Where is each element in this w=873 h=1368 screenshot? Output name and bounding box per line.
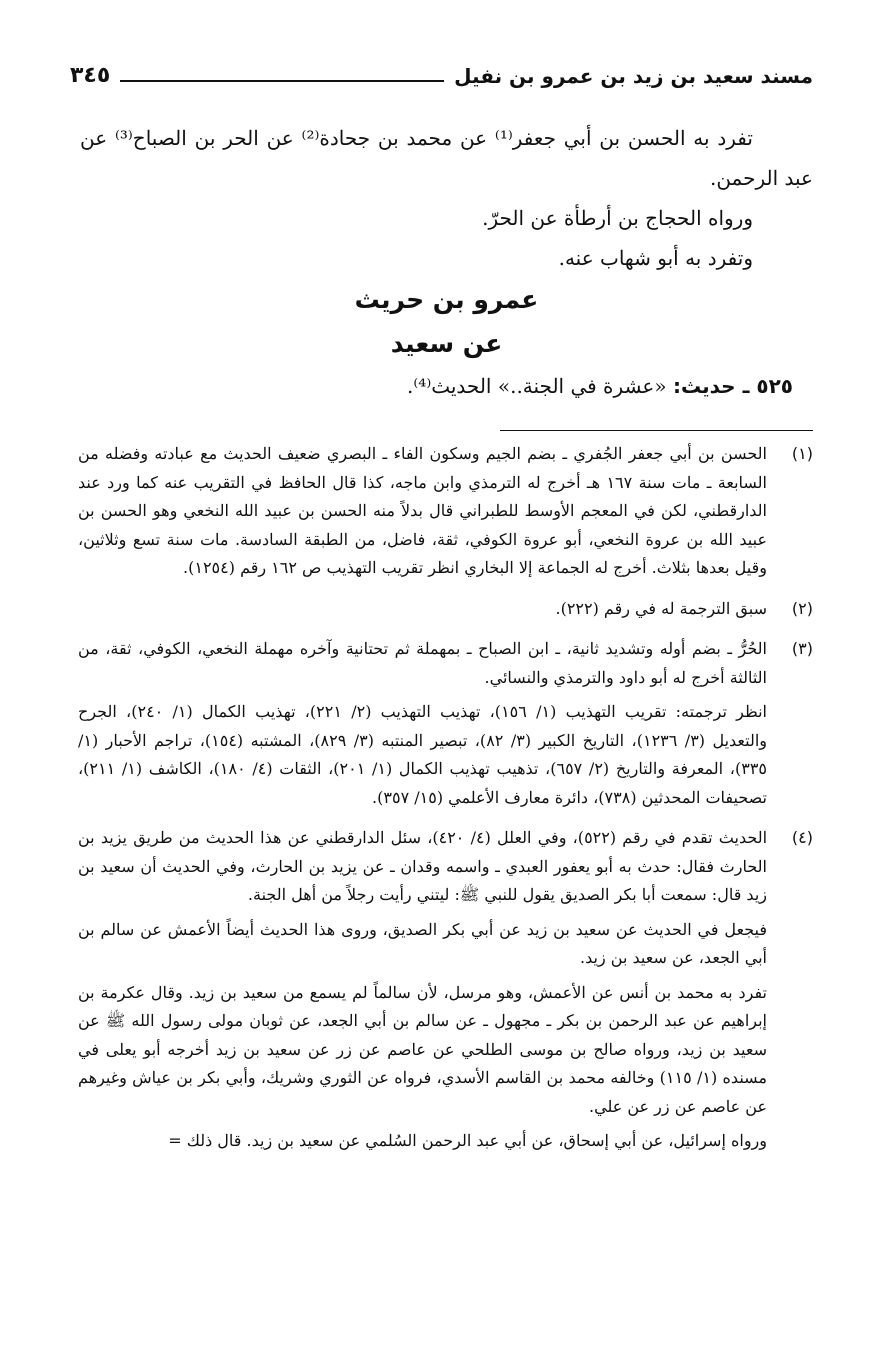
- footnote-number: (١): [791, 444, 813, 463]
- footnotes: [78, 440, 813, 1168]
- footnote-1: [78, 440, 813, 589]
- footnote-number: (٤): [791, 828, 813, 847]
- header-rule: [120, 80, 444, 82]
- footnote-paragraph: فيجعل في الحديث عن سعيد بن زيد عن أبي بكر الصديق، وروى هذا الحديث أيضاً الأعمش عن سالم بن أبي الجعد، عن سعيد بن زيد.: [78, 919, 767, 967]
- footnote-paragraph: الحُرُّ ـ بضم أوله وتشديد ثانية، ـ ابن الصباح ـ بمهملة ثم تحتانية وآخره مهملة النخعي، الكوفي، ثقة، من الثالثة أخرج له أبو داود والترمذي والنسائي.: [78, 639, 768, 687]
- footnote-paragraph: ورواه إسرائيل، عن أبي إسحاق، عن أبي عبد الرحمن السُلمي عن سعيد بن زيد. قال ذلك =: [168, 1131, 767, 1150]
- main-paragraph-2: ورواه الحجاج بن أرطأة عن الحرّ.: [482, 206, 753, 230]
- footnote-paragraph: الحسن بن أبي جعفر الجُفري ـ بضم الجيم وسكون الفاء ـ البصري ضعيف الحديث مع عبادته وفضله من السابعة ـ مات سنة ١٦٧ هـ أخرج له الترمذي وابن ماجه، كذا قال الحافظ في التقريب عنه كما ورد عند الدارقطني، لكن في المعجم الأوسط للطبراني قال بدلاً منه الحسن بن عبيد الله النخعي وهو الحسن بن عبيد الله بن عروة النخعي، أبو عروة الكوفي، ثقة، فاضل، من الطبقة السادسة. مات سنة تسع وثلاثين، وقيل بعدها بثلاث. أخرج له الجماعة إلا البخاري انظر تقريب التهذيب ص ١٦٢ رقم (١٢٥٤).: [78, 444, 767, 577]
- footnote-number: (٣): [791, 639, 813, 658]
- main-paragraph-3: وتفرد به أبو شهاب عنه.: [558, 246, 753, 270]
- footnote-paragraph: انظر ترجمته: تقريب التهذيب (١/ ١٥٦)، تهذيب التهذيب (٢/ ٢٢١)، تهذيب الكمال (١/ ٢٤٠)، الجرح والتعديل (٣/ ١٢٣٦)، التاريخ الكبير (٣/ ٨٢)، تبصير المنتبه (٣/ ٨٢٩)، المشتبه (١٥٤)، تراجم الأحبار (١/ ٣٣٥)، المعرفة والتاريخ (٢/ ٦٥٧)، تذهيب تهذيب الكمال (١/ ٢٠١)، الثقات (٤/ ١٨٠)، الكاشف (١/ ٢١١)، تصحيفات المحدثين (٧٣٨)، دائرة معارف الأعلمي (١٥/ ٣٥٧).: [78, 702, 768, 807]
- footnote-4: [78, 824, 813, 1162]
- footnote-number: (٢): [791, 598, 813, 618]
- header-title: مسند سعيد بن زيد بن عمرو بن نفيل: [454, 64, 813, 88]
- page-number: ٣٤٥: [70, 63, 111, 88]
- footnote-2: [78, 595, 813, 630]
- footnote-separator: [500, 430, 813, 431]
- hadith-text: «عشرة في الجنة..» الحديث⁽⁴⁾.: [407, 374, 667, 398]
- main-paragraph-1: تفرد به الحسن بن أبي جعفر⁽¹⁾ عن محمد بن جحادة⁽²⁾ عن الحر بن الصباح⁽³⁾ عن عبد الرحمن.: [80, 126, 813, 190]
- footnote-paragraph: تفرد به محمد بن أنس عن الأعمش، وهو مرسل، لأن سالماً لم يسمع من سعيد بن زيد. وقال عكرمة بن إبراهيم عن عبد الرحمن بن بكر ـ مجهول ـ عن سالم بن أبي الجعد، عن ثوبان مولى رسول الله ﷺ عن سعيد بن زيد، ورواه صالح بن موسى الطلحي عن عاصم عن زر عن سعيد بن زيد أخرجه أبو يعلى في مسنده (١/ ١١٥) وخالفه محمد بن القاسم الأسدي، فرواه عن الثوري وشريك، وأبي بكر بن عياش وغيرهم عن عاصم عن زر عن علي.: [78, 982, 767, 1116]
- footnote-paragraph: سبق الترجمة له في رقم (٢٢٢).: [555, 598, 767, 618]
- footnote-paragraph: الحديث تقدم في رقم (٥٢٢)، وفي العلل (٤/ ٤٢٠)، سئل الدارقطني عن هذا الحديث من طريق يزيد بن الحارث فقال: حدث به أبو يعفور العبدي ـ واسمه وقدان ـ عن يزيد بن الحارث، وفي الحديث أن سعيد بن زيد قال: سمعت أبا بكر الصديق يقول للنبي ﷺ: ليتني رأيت رجلاً من أهل الجنة.: [78, 828, 768, 904]
- running-header: [70, 44, 813, 94]
- section-title-2: عن سعيد: [390, 329, 503, 358]
- section-title-1: عمرو بن حريث: [354, 285, 539, 314]
- main-text: [80, 118, 813, 406]
- footnote-3: [78, 635, 813, 818]
- hadith-entry: [80, 366, 813, 406]
- hadith-number: ٥٢٥ ـ حديث:: [672, 374, 793, 398]
